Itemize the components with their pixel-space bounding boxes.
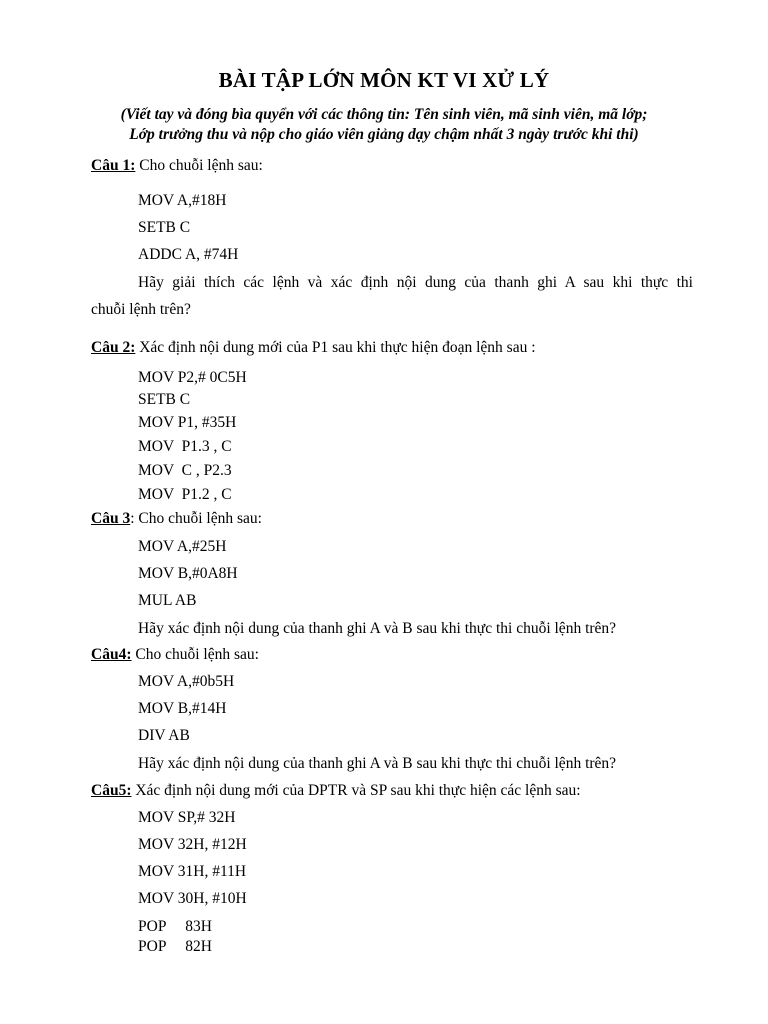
question-5-heading — [91, 782, 581, 800]
question-3-heading — [91, 510, 262, 528]
question-1-task-line-2: chuỗi lệnh trên? — [91, 301, 191, 318]
question-3-text: : Cho chuỗi lệnh sau: — [130, 510, 262, 527]
question-3-code-line: MOV B,#0A8H — [138, 565, 238, 582]
question-1-code-line: MOV A,#18H — [138, 192, 227, 209]
question-2-text: Xác định nội dung mới của P1 sau khi thực hiện đoạn lệnh sau : — [135, 339, 536, 356]
question-1-code-line: ADDC A, #74H — [138, 246, 239, 263]
question-1-text: Cho chuỗi lệnh sau: — [135, 157, 263, 174]
question-2-code-line: SETB C — [138, 391, 191, 408]
question-4-code-line: DIV AB — [138, 727, 190, 744]
question-4-text: Cho chuỗi lệnh sau: — [131, 646, 259, 663]
question-4-code-line: MOV B,#14H — [138, 700, 227, 717]
question-5-code-line: MOV 30H, #10H — [138, 890, 247, 907]
question-4-code-line: MOV A,#0b5H — [138, 673, 235, 690]
question-4-label: Câu4: — [91, 646, 132, 663]
question-4-heading — [91, 646, 259, 664]
question-5-text: Xác định nội dung mới của DPTR và SP sau khi thực hiện các lệnh sau: — [131, 782, 581, 799]
question-1-task-line-1: Hãy giải thích các lệnh và xác định nội dung của thanh ghi A sau khi thực thi — [138, 274, 693, 291]
question-2-code-line: MOV P1.2 , C — [138, 486, 232, 503]
question-2-code-line: MOV C , P2.3 — [138, 462, 232, 479]
question-2-code-line: MOV P2,# 0C5H — [138, 369, 247, 386]
question-2-code-line: MOV P1.3 , C — [138, 438, 232, 455]
page-title: BÀI TẬP LỚN MÔN KT VI XỬ LÝ — [218, 68, 550, 92]
question-1-code-line: SETB C — [138, 219, 191, 236]
question-2-label: Câu 2: — [91, 339, 136, 356]
question-5-label: Câu5: — [91, 782, 132, 799]
question-5-code-line: POP 83H — [138, 918, 212, 935]
question-3-label: Câu 3 — [91, 510, 131, 527]
subtitle-line-1: (Viết tay và đóng bìa quyển với các thông tin: Tên sinh viên, mã sinh viên, mã lớp; — [120, 106, 648, 123]
question-3-code-line: MUL AB — [138, 592, 197, 609]
question-5-code-line: MOV 32H, #12H — [138, 836, 247, 853]
question-1-heading — [91, 157, 263, 175]
question-2-code-line: MOV P1, #35H — [138, 414, 237, 431]
question-2-heading — [91, 339, 536, 357]
question-3-task: Hãy xác định nội dung của thanh ghi A và B sau khi thực thi chuỗi lệnh trên? — [138, 620, 617, 637]
question-1-label: Câu 1: — [91, 157, 136, 174]
question-5-code-line: MOV SP,# 32H — [138, 809, 236, 826]
subtitle-line-2: Lớp trưởng thu và nộp cho giáo viên giảng dạy chậm nhất 3 ngày trước khi thi) — [129, 126, 639, 143]
question-5-code-line: MOV 31H, #11H — [138, 863, 247, 880]
question-3-code-line: MOV A,#25H — [138, 538, 227, 555]
question-5-code-line: POP 82H — [138, 938, 212, 955]
question-4-task: Hãy xác định nội dung của thanh ghi A và B sau khi thực thi chuỗi lệnh trên? — [138, 755, 617, 772]
